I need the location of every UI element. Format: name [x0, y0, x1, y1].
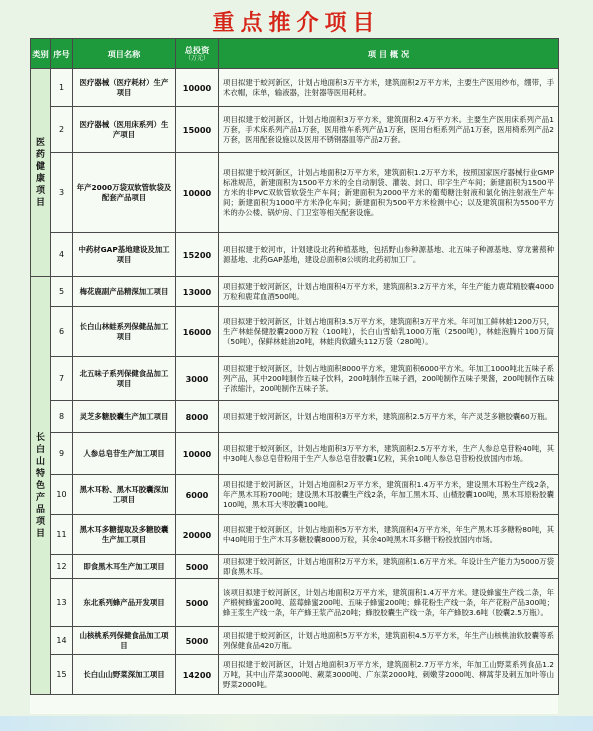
table-row	[31, 433, 559, 475]
row-description: 项目拟建于蛟河新区，计划占地面积3万平方米，建筑面积2.7万平方米，年加工山野菜系列食品1.2万吨，其中山芹菜3000吨、蕨菜3000吨、广东菜2000吨、刺嫩芽2000吨、柳蒿芽及刺五加叶等山野菜2000吨。	[219, 655, 559, 695]
table-row	[31, 627, 559, 655]
row-seq: 12	[51, 555, 73, 579]
row-investment: 13000	[176, 277, 219, 307]
row-name: 黑木耳多糖提取及多糖胶囊生产加工项目	[73, 515, 176, 555]
row-description: 项目拟建于蛟河新区，计划占地面积3万平方米，建筑面积2.4万平方米。主要生产医用床系列产品1万套，手术床系列产品1万套，医用推车系列产品1万套，医用台柜系列产品1万套，医用椅系列产品2万套，医用配套设施以及医用不锈钢器皿等产品2万套。	[219, 107, 559, 153]
table-row	[31, 357, 559, 401]
row-investment: 16000	[176, 307, 219, 357]
category-specialty: 长白山特色产品项目	[31, 277, 51, 695]
row-investment: 20000	[176, 515, 219, 555]
table-row	[31, 107, 559, 153]
row-investment: 8000	[176, 401, 219, 433]
project-table-container	[30, 38, 558, 714]
row-description: 项目拟建于蛟河新区，计划占地面积3.5万平方米，建筑面积3万平方米。年可加工鲜林蛙1200万只，生产林蛙保健胶囊2000万粒（100吨），长白山雪蛤乳1000万瓶（2500吨），林蛙泡腾片100万筒（50吨），保鲜林蛙油20吨，林蛙肉软罐头112万袋（280吨）。	[219, 307, 559, 357]
row-description: 项目拟建于蛟河新区，计划占地面积5万平方米，建筑面积4万平方米，年生产黑木耳多糖粉80吨，其中40吨用于生产木耳多糖胶囊8000万粒，其余40吨黑木耳多糖干粉投放国内市场。	[219, 515, 559, 555]
row-description: 项目拟建于蛟河新区，计划占地面积2万平方米，建筑面积1.4万平方米，建设黑木耳粉生产线2条，年产黑木耳粉700吨；建设黑木耳胶囊生产线2条，年加工黑木耳、山楂胶囊100吨，黑木耳原粉胶囊100吨，黑木耳大枣胶囊100吨。	[219, 475, 559, 515]
row-seq: 1	[51, 69, 73, 107]
table-header-row	[31, 39, 559, 69]
project-table	[30, 38, 559, 695]
row-name: 长白山山野菜深加工项目	[73, 655, 176, 695]
header-overview: 项 目 概 况	[219, 39, 559, 69]
row-name: 即食黑木耳生产加工项目	[73, 555, 176, 579]
table-row	[31, 401, 559, 433]
row-description: 项目拟建于蛟河新区，计划占地面积2万平方米，建筑面积1.6万平方米。年设计生产能力为5000万袋即食黑木耳。	[219, 555, 559, 579]
row-name: 人参总皂苷生产加工项目	[73, 433, 176, 475]
row-investment: 6000	[176, 475, 219, 515]
table-row	[31, 475, 559, 515]
table-row	[31, 655, 559, 695]
category-medical: 医药健康项目	[31, 69, 51, 277]
table-row	[31, 277, 559, 307]
row-name: 医疗器械（医疗耗材）生产项目	[73, 69, 176, 107]
header-name: 项目名称	[73, 39, 176, 69]
row-seq: 3	[51, 153, 73, 233]
row-seq: 7	[51, 357, 73, 401]
row-name: 年产2000万袋双软管软袋及配套产品项目	[73, 153, 176, 233]
row-investment: 3000	[176, 357, 219, 401]
header-category: 类别	[31, 39, 51, 69]
row-description: 该项目拟建于蛟河新区，计划占地面积2万平方米，建筑面积1.4万平方米。建设蜂蜜生产线二条，年产椴树蜂蜜200吨、蓝莓蜂蜜200吨、五味子蜂蜜200吨；蜂花粉生产线一条，年产花粉产品300吨；蜂王浆生产线一条，年产蜂王浆产品20吨；蜂胶胶囊生产线一条，年产蜂胶3.6吨（胶囊2.5万瓶）。	[219, 579, 559, 627]
row-name: 北五味子系列保健食品加工项目	[73, 357, 176, 401]
row-investment: 10000	[176, 153, 219, 233]
row-description: 项目拟建于蛟河新区，计划占地面积3万平方米，建筑面积2万平方米，主要生产医用纱布，绷带，手术衣帽，床单，输液器，注射器等医用耗材。	[219, 69, 559, 107]
page-title: 重点推介项目	[212, 10, 381, 36]
row-investment: 15200	[176, 233, 219, 277]
row-investment: 5000	[176, 627, 219, 655]
row-seq: 9	[51, 433, 73, 475]
row-seq: 15	[51, 655, 73, 695]
row-description: 项目拟建于蛟河新区，计划占地面积2万平方米，建筑面积1.2万平方米，按照国家医疗器械行业GMP标准规范，新建面积为1500平方米的全自动制袋、灌装、封口、印字生产车间；新建面积为1500平方米的非PVC双软管软袋生产车间；新建面积为2000平方米的葡萄糖注射液和氯化钠注射液生产车间；新建面积为1000平方米净化车间；新建面积为500平方米检测中心；以及建筑面积为5500平方米的办公楼、锅炉房、门卫室等相关配套设施。	[219, 153, 559, 233]
row-name: 中药材GAP基地建设及加工项目	[73, 233, 176, 277]
row-investment: 5000	[176, 579, 219, 627]
row-name: 医疗器械（医用床系列）生产项目	[73, 107, 176, 153]
row-investment: 15000	[176, 107, 219, 153]
row-name: 黑木耳粉、黑木耳胶囊深加工项目	[73, 475, 176, 515]
row-seq: 2	[51, 107, 73, 153]
row-investment: 14200	[176, 655, 219, 695]
header-investment-label: 总投资	[184, 44, 210, 55]
row-name: 灵芝多糖胶囊生产加工项目	[73, 401, 176, 433]
footer-decoration	[0, 716, 593, 731]
table-row	[31, 579, 559, 627]
row-name: 东北系列蜂产品开发项目	[73, 579, 176, 627]
row-description: 项目拟建于蛟河新区，计划占地面积3万平方米，建筑面积2.5万平方米，年产灵芝多糖胶囊60万瓶。	[219, 401, 559, 433]
table-row	[31, 69, 559, 107]
table-row	[31, 307, 559, 357]
row-seq: 4	[51, 233, 73, 277]
row-description: 项目拟建于蛟河新区，计划占地面积5万平方米，建筑面积4.5万平方米，年生产山核桃油软胶囊等系列保健食品420万瓶。	[219, 627, 559, 655]
row-seq: 5	[51, 277, 73, 307]
row-description: 项目拟建于蛟河新区，计划占地面积3万平方米，建筑面积2.5万平方米，生产人参总皂苷粉40吨，其中30吨人参总皂苷粉用于生产人参总皂苷胶囊1亿粒，其余10吨人参总皂苷粉投放国内市场。	[219, 433, 559, 475]
row-seq: 10	[51, 475, 73, 515]
row-description: 项目拟建于蛟河市，计划建设北药种植基地，包括野山参种源基地、北五味子种源基地、穿龙薯蓣种源基地、北药GAP基地，建设总面积8公顷的北药初加工厂。	[219, 233, 559, 277]
row-description: 项目拟建于蛟河新区，计划占地面积4万平方米，建筑面积3.2万平方米，年生产能力鹿茸精胶囊4000万粒和鹿茸血酒500吨。	[219, 277, 559, 307]
table-row	[31, 515, 559, 555]
row-seq: 8	[51, 401, 73, 433]
header-investment-unit: （万元）	[184, 54, 209, 62]
row-seq: 14	[51, 627, 73, 655]
row-investment: 10000	[176, 69, 219, 107]
row-name: 梅花鹿副产品精深加工项目	[73, 277, 176, 307]
row-investment: 5000	[176, 555, 219, 579]
header-investment	[176, 39, 219, 69]
row-investment: 10000	[176, 433, 219, 475]
row-description: 项目拟建于蛟河新区，计划占地面积8000平方米，建筑面积6000平方米。年加工1000吨北五味子系列产品，其中200吨制作五味子饮料，200吨制作五味子酒，200吨制作五味子果酱，200吨制作五味子浓缩汁，200吨制作五味子茶。	[219, 357, 559, 401]
table-row	[31, 555, 559, 579]
row-seq: 6	[51, 307, 73, 357]
row-name: 山核桃系列保健食品加工项目	[73, 627, 176, 655]
row-seq: 11	[51, 515, 73, 555]
table-row	[31, 153, 559, 233]
header-seq: 序号	[51, 39, 73, 69]
row-seq: 13	[51, 579, 73, 627]
row-name: 长白山林蛙系列保健品加工项目	[73, 307, 176, 357]
table-row	[31, 233, 559, 277]
